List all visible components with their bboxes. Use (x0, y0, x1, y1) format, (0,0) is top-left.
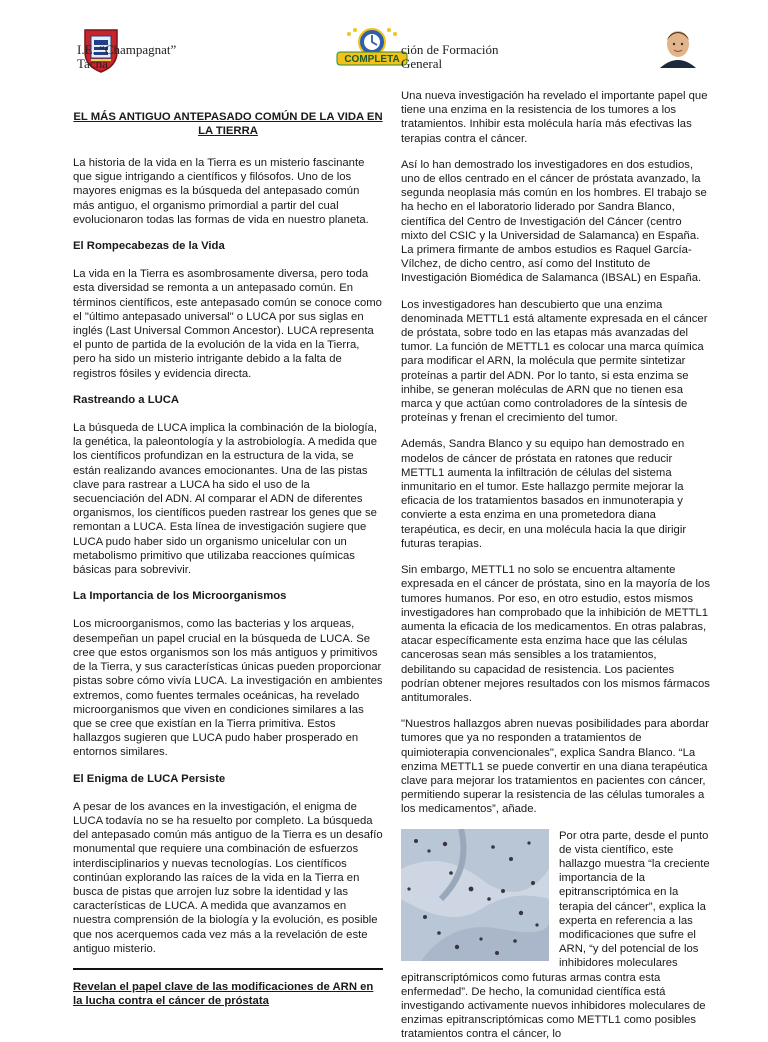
tissue-micrograph-image (401, 829, 549, 961)
article-title: EL MÁS ANTIGUO ANTEPASADO COMÚN DE LA VIDA EN LA TIERRA (73, 111, 383, 137)
right-column (401, 89, 711, 1042)
second-article-title: Revelan el papel clave de las modificaciones de ARN en la lucha contra el cáncer de próstata (73, 980, 374, 1008)
champagnat-portrait (656, 26, 700, 68)
section-text-rompecabezas: La vida en la Tierra es asombrosamente diversa, pero toda esta diversidad se remonta a un antepasado común. En términos científicos, este antepasado común se conoce como el "último antepasado universal" o LUCA por sus siglas en inglés (Last Universal Common Ancestor). LUCA representa el punto de partida de la evolución de la vida en la Tierra, pero ha sido un misterio intrigante debido a la falta de registros fósiles y evidencia directa. (73, 268, 382, 380)
section-text-microorganismos: Los microorganismos, como las bacterias y los arqueas, desempeñan un papel crucial en la búsqueda de LUCA. Se cree que estos organismos son los más antiguos y primitivos de la Tierra, y sus características únicas pueden proporcionar pistas sobre cómo vivía LUCA. La investigación en ambientes extremos, como fuentes termales oceánicas, ha revelado microorganismos que viven en condiciones similares a las que se cree que existían en la Tierra primitiva. Estos hallazgos sugieren que LUCA pudo haber prosperado en entornos similares. (73, 618, 383, 759)
section-text-rastreando: La búsqueda de LUCA implica la combinación de la biología, la genética, la paleontología y la astrobiología. A medida que los científicos profundizan en la estructura de la vida, se están realizando avances emocionantes. Una de las pistas clave para rastrear a LUCA ha sido el uso de la secuenciación del ADN. Al comparar el ADN de diferentes organismos, los científicos pueden rastrear los genes que se remontan a LUCA. Esta línea de investigación sugiere que LUCA pudo haber sido un organismo unicelular con un metabolismo primitivo que utilizaba reacciones químicas básicas para sobrevivir. (73, 422, 377, 577)
section-divider (73, 968, 383, 970)
logo-word: COMPLETA (344, 54, 400, 65)
article-paragraph-3: Los investigadores han descubierto que una enzima denominada METTL1 está altamente expresada en el cáncer de próstata, sobre todo en las etapas más avanzadas del tumor. La función de METTL1 es colocar una marca química para modificar el ARN, la molécula que permite sintetizar proteínas a partir del ADN. Por lo tanto, si esta enzima se inhibe, se generan moléculas de ARN que no tienen esa marca y que actúan como controladores de la síntesis de proteínas y frenan el crecimiento del tumor. (401, 298, 708, 425)
section-heading-enigma: El Enigma de LUCA Persiste (73, 772, 226, 785)
article-paragraph-7: Por otra parte, desde el punto de vista científico, este hallazgo muestra “la creciente importancia de la epitranscriptómica en la terapia del cáncer”, explica la experta en referencia a las modificaciones que sufre el ARN, “y del potencial de los inhibidores moleculares epitranscriptómicos como futuras armas contra esta enfermedad”. De hecho, la comunidad científica está investigando activamente nuevos inhibidores moleculares de enzimas epitranscriptómicas como METTL1 como posibles tratamientos contra el cáncer, lo (401, 829, 710, 1041)
article-paragraph-5: Sin embargo, METTL1 no solo se encuentra altamente expresada en el cáncer de próstata, sino en la mayoría de los tumores humanos. Por eso, en otro estudio, estos mismos investigadores han comprobado que la inhibición de METTL1 aumenta la eficacia de los medicamentos. En otras palabras, atacar específicamente esta enzima hace que las células cancerosas sean más sensibles a los tratamientos, debilitando su capacidad de resistencia. Los pacientes podrían obtener mejores resultados con los mismos fármacos antitumorales. (401, 564, 710, 704)
dept-line2: General (401, 56, 443, 71)
school-city: Tacna (77, 56, 108, 71)
article-paragraph-4: Además, Sandra Blanco y su equipo han demostrado en modelos de cáncer de próstata en ratones que reducir METTL1 aumenta la infiltración de células del sistema inmunitario en el tumor. Este hallazgo permite mejorar la eficacia de los tratamientos basados en inmunoterapia y convierte a esta enzima en una prometedora diana terapéutica, es decir, en una molécula hacia la que dirigir futuras terapias. (401, 438, 687, 550)
article-paragraph-1: Una nueva investigación ha revelado el importante papel que tiene una enzima en la resistencia de los tumores a los tratamientos. Inhibir esta molécula haría más efectivas las terapias contra el cáncer. (401, 90, 708, 145)
dept-line1: ción de Formación (401, 42, 499, 57)
intro-paragraph: La historia de la vida en la Tierra es un misterio fascinante que sigue intrigando a científicos y filósofos. Uno de los mayores enigmas es la búsqueda del antepasado común más antiguo, el organismo primordial a partir del cual evolucionaron todas las formas de vida en nuestro planeta. (73, 157, 369, 226)
section-heading-microorganismos: La Importancia de los Microorganismos (73, 590, 287, 603)
jornada-completa-logo (335, 26, 409, 68)
section-text-enigma: A pesar de los avances en la investigación, el enigma de LUCA todavía no se ha resuelto por completo. La búsqueda del antepasado común más antiguo de la Tierra es un desafío monumental que requiere una combinación de esfuerzos interdisciplinarios y nuevas tecnologías. Los científicos continúan explorando las raíces de la vida en la Tierra en busca de pistas que arrojen luz sobre la identidad y las características de LUCA. A medida que avanzamos en nuestra comprensión de la biología y la evolución, es posible que nos acerquemos cada vez más a la revelación de este antiguo misterio. (73, 800, 383, 955)
school-name: I.E. “Champagnat” (77, 42, 177, 57)
left-column (73, 110, 383, 1008)
article-paragraph-2: Así lo han demostrado los investigadores en dos estudios, uno de ellos centrado en el cáncer de próstata avanzado, la segunda neoplasia más común en los hombres. El trabajo se ha hecho en el laboratorio liderado por Sandra Blanco, científica del Centro de Investigación del Cáncer (centro mixto del CSIC y la Universidad de Salamanca) en España. La primera firmante de ambos estudios es Raquel García-Vílchez, de dicho centro, así como del Instituto de Investigación Biomédica de Salamanca (IBSAL) en España. (401, 158, 707, 285)
section-heading-rastreando: Rastreando a LUCA (73, 393, 180, 406)
section-heading-rompecabezas: El Rompecabezas de la Vida (73, 240, 225, 253)
article-paragraph-6: "Nuestros hallazgos abren nuevas posibilidades para abordar tumores que ya no responden a tratamientos de quimioterapia convencionales", explica Sandra Blanco. “La enzima METTL1 se puede convertir en una diana terapéutica clave para mejorar los tratamientos en pacientes con cáncer, permitiendo superar la resistencia de las células tumorales a los medicamentos”, añade. (401, 718, 709, 816)
